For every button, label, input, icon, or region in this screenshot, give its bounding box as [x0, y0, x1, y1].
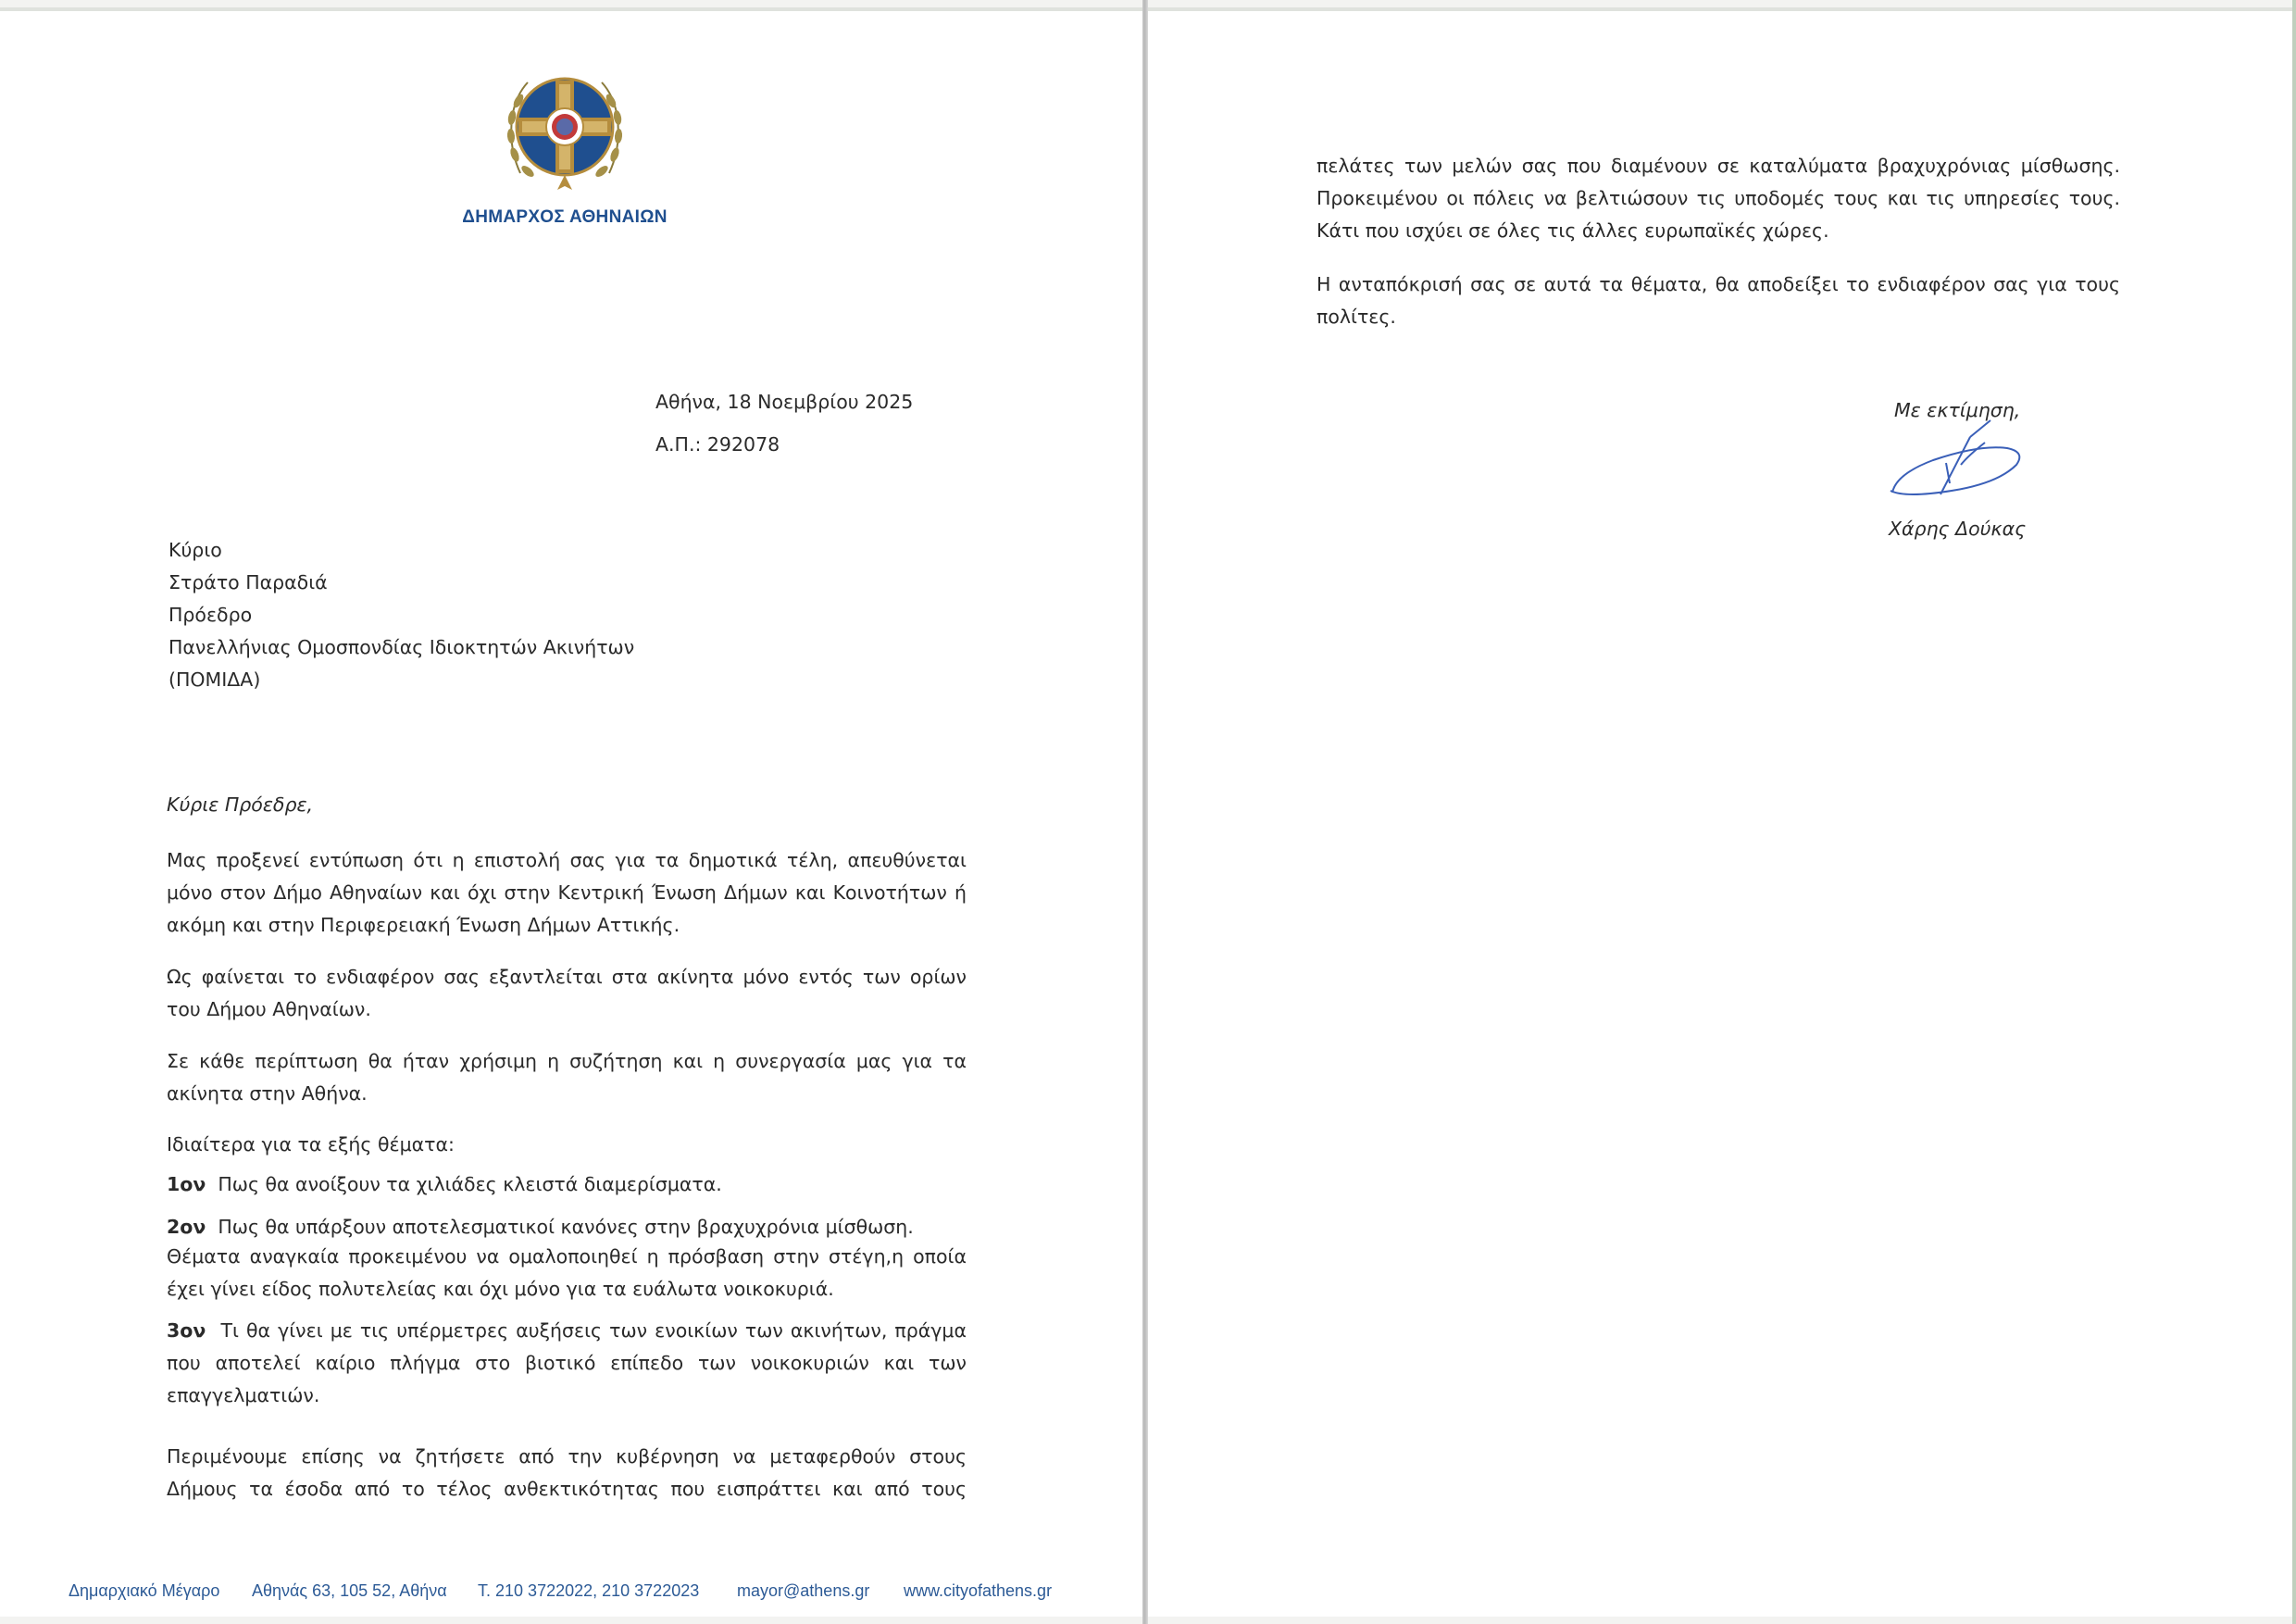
list-intro: Ιδιαίτερα για τα εξής θέματα: — [167, 1133, 455, 1156]
body-paragraph: Η ανταπόκρισή σας σε αυτά τα θέματα, θα αποδείξει το ενδιαφέρον σας για τους πολίτες. — [1316, 273, 2120, 328]
footer-building: Δημαρχιακό Μέγαρο — [69, 1581, 220, 1600]
footer-phone: Τ. 210 3722022, 210 3722023 — [478, 1581, 700, 1600]
body-paragraph: Ως φαίνεται το ενδιαφέρον σας εξαντλείται στα ακίνητα μόνο εντός των ορίων του Δήμου Αθηναίων. — [167, 966, 967, 1020]
body-paragraph: Περιμένουμε επίσης να ζητήσετε από την κυβέρνηση να μεταφερθούν στους Δήμους τα έσοδα από το τέλος ανθεκτικότητας που εισπράττει και από τους — [167, 1445, 967, 1500]
reference-number: Α.Π.: 292078 — [655, 433, 780, 456]
signer-name: Χάρης Δούκας — [1889, 518, 2027, 540]
list-item — [167, 1211, 914, 1243]
footer-website[interactable]: www.cityofathens.gr — [904, 1581, 1053, 1600]
recipient-line: (ΠΟΜΙΔΑ) — [168, 668, 261, 691]
recipient-line: Κύριο — [168, 539, 222, 561]
list-item-continuation: Θέματα αναγκαία προκειμένου να ομαλοποιηθεί η πρόσβαση στην στέγη,η οποία έχει γίνει είδος πολυτελείας και όχι μόνο για τα ευάλωτα νοικοκυριά. — [167, 1245, 967, 1300]
mayor-title: ΔΗΜΑΡΧΟΣ ΑΘΗΝΑΙΩΝ — [462, 207, 668, 227]
body-paragraph: Σε κάθε περίπτωση θα ήταν χρήσιμη η συζήτηση και η συνεργασία μας για τα ακίνητα στην Αθήνα. — [167, 1050, 967, 1105]
letter-date: Αθήνα, 18 Νοεμβρίου 2025 — [655, 391, 914, 413]
letter-page-1 — [0, 7, 1142, 1617]
recipient-line: Πανελλήνιας Ομοσπονδίας Ιδιοκτητών Ακινήτων — [168, 636, 635, 658]
item-number: 1ον — [167, 1173, 206, 1195]
item-number: 3ον — [167, 1319, 206, 1342]
page-edge — [2292, 0, 2296, 1624]
item-text: Τι θα γίνει με τις υπέρμετρες αυξήσεις των ενοικίων των ακινήτων, πράγμα που αποτελεί καίριο πλήγμα στο βιοτικό επίπεδο των νοικοκυριών και των επαγγελματιών. — [167, 1319, 967, 1406]
closing: Με εκτίμηση, — [1894, 399, 2021, 421]
body-paragraph: Μας προξενεί εντύπωση ότι η επιστολή σας για τα δημοτικά τέλη, απευθύνεται μόνο στον Δήμο Αθηναίων και όχι στην Κεντρική Ένωση Δήμων και Κοινοτήτων ή ακόμη και στην Περιφερειακή Ένωση Δήμων Αττικής. — [167, 849, 967, 936]
salutation: Κύριε Πρόεδρε, — [167, 793, 314, 816]
item-text: Πως θα υπάρξουν αποτελεσματικοί κανόνες στην βραχυχρόνια μίσθωση. — [218, 1216, 914, 1238]
body-paragraph: πελάτες των μελών σας που διαμένουν σε καταλύματα βραχυχρόνιας μίσθωσης. Προκειμένου οι πόλεις να βελτιώσουν τις υποδομές τους και τις υπηρεσίες τους. Κάτι που ισχύει σε όλες τις άλλες ευρωπαϊκές χώρες. — [1316, 155, 2120, 242]
city-emblem-icon — [500, 62, 630, 196]
list-item — [167, 1168, 722, 1201]
footer-address: Αθηνάς 63, 105 52, Αθήνα — [252, 1581, 447, 1600]
list-item — [167, 1315, 967, 1412]
handwritten-signature — [1878, 409, 2035, 511]
letter-page-2 — [1148, 7, 2292, 1617]
item-text: Πως θα ανοίξουν τα χιλιάδες κλειστά διαμερίσματα. — [218, 1173, 722, 1195]
footer-email[interactable]: mayor@athens.gr — [737, 1581, 870, 1600]
recipient-line: Στράτο Παραδιά — [168, 571, 328, 593]
item-number: 2ον — [167, 1216, 206, 1238]
recipient-line: Πρόεδρο — [168, 604, 253, 626]
